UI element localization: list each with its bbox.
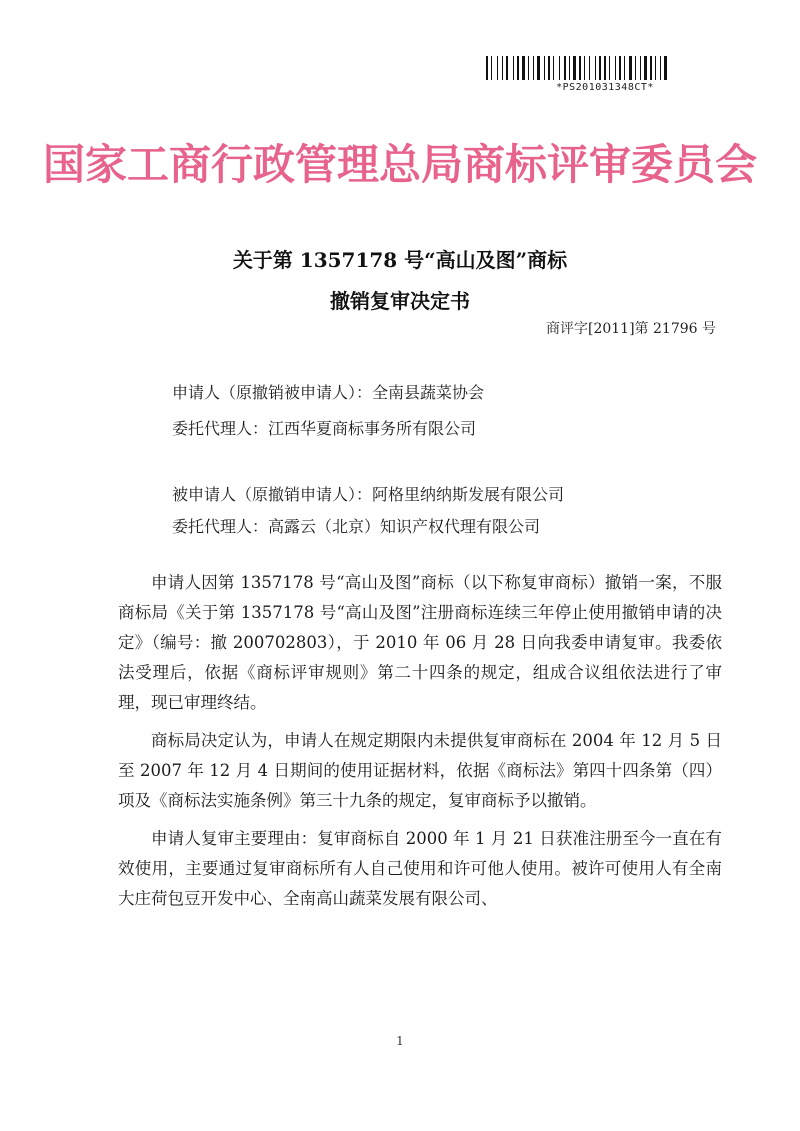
barcode-bar [615,56,616,80]
barcode-bar [619,56,621,80]
barcode-bar [595,56,596,80]
barcode-text: *PS201031348CT* [556,82,654,93]
respondent-agent: 委托代理人：高露云（北京）知识产权代理有限公司 [172,517,541,536]
barcode-bar [604,56,606,80]
barcode-bar [668,56,669,80]
barcode-bar [497,56,498,80]
barcode-bar [526,56,527,80]
barcode-bar [582,56,583,80]
barcode-bar [653,56,654,80]
barcode-bar [535,56,536,80]
barcode-bar [493,56,496,80]
barcode-bar [499,56,501,80]
barcode-bar [555,56,558,80]
barcode-bar [541,56,543,80]
page-number: 1 [396,1034,404,1048]
barcode-bar [571,56,572,80]
barcode-bar [491,56,492,80]
barcode-bar [559,56,560,80]
barcode-bar [509,56,512,80]
barcode-bar [597,56,598,80]
barcode-bar [520,56,521,80]
barcode-bar [644,56,647,80]
org-name-header: 国家工商行政管理总局商标评审委员会 [42,140,757,189]
barcode-bar [637,56,639,80]
barcode-bar [537,56,540,80]
barcode-bar [624,56,625,80]
barcode-bar [655,56,656,80]
barcode-bar [635,56,636,80]
barcode-bar [567,56,568,80]
applicant-agent: 委托代理人：江西华夏商标事务所有限公司 [172,419,477,438]
barcode-bar [530,56,532,80]
barcode-bar [506,56,508,80]
barcode-bar [629,56,632,80]
barcode-bar [569,56,570,80]
barcode-bar [607,56,608,80]
paragraph: 商标局决定认为，申请人在规定期限内未提供复审商标在 2004 年 12 月 5 日至 2007 年 12 月 4 日期间的使用证据材料，依据《商标法》第四十四条第（四）项及《商标法实施条例》第三十九条的规定，复审商标予以撤销。 [118,731,722,810]
barcode-bar [564,56,566,80]
barcode-bar [553,56,554,80]
body-text [118,568,722,922]
barcode-bar [650,56,652,80]
barcode-bar [486,56,488,80]
barcode-bar [579,56,581,80]
barcode-bar [622,56,623,80]
barcode-bar [513,56,514,80]
barcode-bar [548,56,550,80]
barcode-bar [611,56,614,80]
barcode-bar [599,56,601,80]
barcode-bar [533,56,534,80]
paragraph: 申请人因第 1357178 号“高山及图”商标（以下称复审商标）撤销一案，不服商标局《关于第 1357178 号“高山及图”注册商标连续三年停止使用撤销申请的决定》（编号：撤 200702803），于 2010 年 06 月 28 日向我委申请复审。我委依法受理后，依据《商标评审规则》第二十四条的规定，组成合议组依法进行了审理，现已审理终结。 [118,573,722,712]
barcode-bar [551,56,552,80]
barcode-bar [640,56,641,80]
doc-title-line1: 关于第 1357178 号“高山及图”商标 [232,248,568,272]
barcode-bar [515,56,516,80]
barcode-bar [504,56,505,80]
doc-title-line2: 撤销复审决定书 [330,289,470,313]
barcode-bar [489,56,490,80]
barcode-bar [602,56,603,80]
barcode-bar [577,56,578,80]
barcode [486,56,724,93]
barcode-bar [633,56,634,80]
barcode-bar [546,56,547,80]
barcode-bar [522,56,525,80]
barcode-bar [648,56,649,80]
barcode-bar [573,56,576,80]
barcode-bar [528,56,529,80]
barcode-bar [591,56,594,80]
barcode-bar [561,56,563,80]
barcode-bar [617,56,618,80]
barcode-bar [626,56,628,80]
paragraph: 申请人复审主要理由：复审商标自 2000 年 1 月 21 日获准注册至今一直在有效使用，主要通过复审商标所有人自己使用和许可他人使用。被许可使用人有全南大庄荷包豆开发中心、全南高山蔬菜发展有限公司、 [118,829,722,908]
doc-number: 商评字[2011]第 21796 号 [546,321,716,337]
barcode-bar [657,56,659,80]
barcode-bar [586,56,588,80]
barcode-bar [642,56,643,80]
barcode-bar [664,56,667,80]
applicant: 申请人（原撤销被申请人）：全南县蔬菜协会 [172,383,485,402]
barcode-bars [486,56,724,80]
barcode-bar [660,56,661,80]
barcode-bar [589,56,590,80]
respondent: 被申请人（原撤销申请人）：阿格里纳纳斯发展有限公司 [172,485,565,504]
barcode-bar [662,56,663,80]
barcode-bar [584,56,585,80]
barcode-bar [609,56,610,80]
barcode-bar [517,56,519,80]
barcode-bar [544,56,545,80]
barcode-bar [502,56,503,80]
